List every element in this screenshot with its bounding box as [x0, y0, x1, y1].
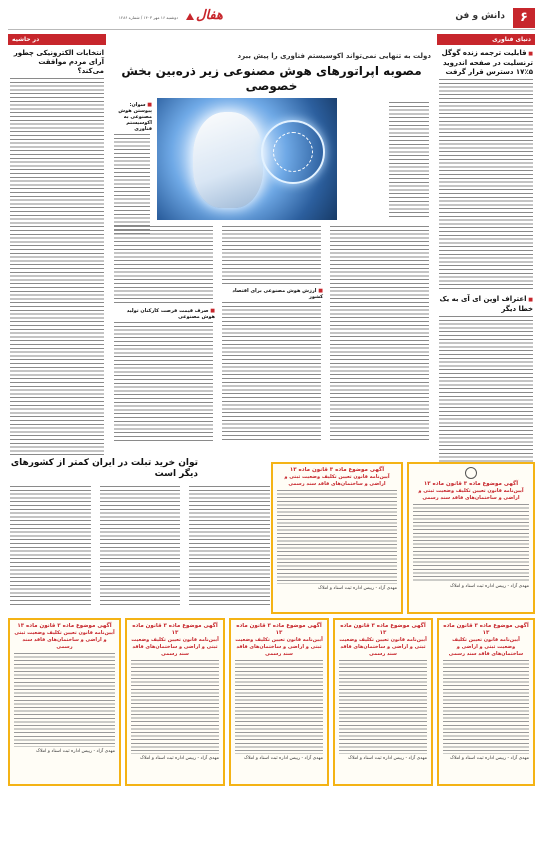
tablet-article-col-3 — [10, 486, 91, 606]
notice-body — [277, 490, 397, 584]
tablet-article-col-2 — [100, 486, 181, 606]
notice-subtitle: آیین‌نامه قانون تعیین تکلیف وضعیت ثبتی و اراضی و ساختمان‌های فاقد سند رسمی — [448, 637, 524, 657]
notice-3 — [437, 618, 535, 786]
notice-footer: مهدی آزاد - رییس اداره ثبت اسناد و املاک — [140, 756, 219, 761]
notice-title: آگهی موضوع ماده ۳ قانون ماده ۱۳ — [289, 467, 385, 473]
robot-face-icon — [193, 112, 263, 208]
right-column — [437, 34, 535, 454]
main-body-col-1-text — [330, 226, 429, 442]
right-column-tag: دنیای فناوری — [437, 34, 535, 45]
notice-subtitle: آیین‌نامه قانون تعیین تکلیف وضعیت ثبتی و اراضی و ساختمان‌های فاقد سند رسمی — [418, 488, 524, 501]
notice-footer: مهدی آزاد - رییس اداره ثبت اسناد و املاک — [348, 756, 427, 761]
main-body-columns — [112, 224, 431, 440]
left-item-body-1 — [10, 78, 104, 458]
notice-title: آگهی موضوع ماده ۳ قانون ماده ۱۳ — [340, 623, 426, 636]
tablet-article-col-1 — [189, 486, 270, 606]
left-item-title-1[interactable]: انتخابات الکترونیکی چطور آرای مردم موافقت می‌کند؟ — [13, 49, 104, 75]
notice-title: آگهی موضوع ماده ۳ قانون ماده ۱۳ — [443, 623, 529, 636]
notice-subtitle: آیین‌نامه قانون تعیین تکلیف وضعیت ثبتی و اراضی و ساختمان‌های فاقد سند رسمی — [235, 637, 323, 657]
main-subhead-1: ■ سوان: پیوستن هوش مصنوعی به اکوسیستم فناوری — [112, 102, 152, 132]
main-headline[interactable]: مصوبه اپراتورهای هوش مصنوعی زیر ذره‌بین بخش خصوصی — [121, 64, 422, 93]
main-subhead-2: ■ ارزش هوش مصنوعی برای اقتصاد کشور — [220, 288, 323, 300]
notice-footer: مهدی آزاد - رییس اداره ثبت اسناد و املاک — [36, 749, 115, 754]
tablet-article — [8, 458, 272, 608]
notice-title: آگهی موضوع ماده ۳ قانون ماده ۱۳ — [132, 623, 218, 636]
notice-title: آگهی موضوع ماده ۳ قانون ماده ۱۳ — [236, 623, 322, 636]
right-item-title-1[interactable]: ■ قابلیت ترجمه زنده گوگل ترنسلیت در صفحه اندروید ۵٪۱۷ دسترس قرار گرفت — [439, 49, 533, 77]
notice-footer: مهدی آزاد - رییس اداره ثبت اسناد و املاک — [318, 586, 397, 591]
page-number: ۶ — [513, 8, 535, 28]
main-body-col-2-text-a — [222, 226, 321, 286]
main-body-col-3-text-b — [114, 322, 213, 442]
hero-side-text-left — [112, 100, 152, 218]
notice-5 — [229, 618, 329, 786]
main-body-col-1 — [328, 224, 431, 440]
notice-body — [235, 660, 323, 754]
notice-footer: مهدی آزاد - رییس اداره ثبت اسناد و املاک — [244, 756, 323, 761]
notice-4 — [333, 618, 433, 786]
section-title: دانش و فن — [455, 11, 505, 21]
main-kicker: دولت به تنهایی نمی‌تواند اکوسیستم فناوری را پیش ببرد — [237, 52, 431, 60]
main-body-col-2 — [220, 224, 323, 440]
notice-body — [443, 660, 529, 754]
notice-2 — [271, 462, 403, 614]
left-column — [8, 34, 106, 454]
notice-subtitle: آیین‌نامه قانون تعیین تکلیف وضعیت ثبتی و اراضی و ساختمان‌های فاقد سند رسمی — [284, 474, 390, 487]
notice-subtitle: آیین‌نامه قانون تعیین تکلیف وضعیت ثبتی و اراضی و ساختمان‌های فاقد سند رسمی — [131, 637, 219, 657]
notice-title: آگهی موضوع ماده ۳ قانون ماده ۱۳ — [17, 623, 112, 629]
tablet-article-headline[interactable]: توان خرید تبلت در ایران کمتر از کشورهای دیگر است — [10, 458, 198, 479]
notice-body — [14, 653, 115, 747]
left-column-tag: در حاشیه — [8, 34, 106, 45]
main-subhead-1-body — [114, 134, 150, 234]
main-body-col-2-text-b — [222, 302, 321, 442]
notice-1 — [407, 462, 535, 614]
notice-footer: مهدی آزاد - رییس اداره ثبت اسناد و املاک — [450, 584, 529, 589]
notice-7 — [8, 618, 121, 786]
notice-title: آگهی موضوع ماده ۳ قانون ماده ۱۳ — [423, 481, 519, 487]
issue-line: دوشنبه ۱۶ مهر ۱۴۰۳ / شماره ۱۲۸۶ — [118, 15, 178, 20]
notice-body — [131, 660, 219, 754]
right-item-body-2 — [439, 316, 533, 466]
main-body-col-3-text-a — [114, 226, 213, 306]
notice-body — [339, 660, 427, 754]
newspaper-logo: هفال — [196, 8, 223, 23]
main-body-col-3 — [112, 224, 215, 440]
main-article — [112, 34, 431, 454]
notice-6 — [125, 618, 225, 786]
tablet-article-body — [8, 484, 272, 608]
right-item-body-1 — [439, 79, 533, 289]
logo-triangle-icon — [186, 13, 194, 20]
main-subhead-3: ■ صرف قیمت فرصت کارکنان تولید هوش مصنوعی — [112, 308, 215, 320]
notice-body — [413, 504, 529, 582]
ai-robot-image — [157, 98, 337, 220]
notice-footer: مهدی آزاد - رییس اداره ثبت اسناد و املاک — [450, 756, 529, 761]
registry-emblem-icon — [465, 467, 477, 479]
holo-inner-ring-icon — [273, 132, 313, 172]
notice-subtitle: آیین‌نامه قانون تعیین تکلیف وضعیت ثبتی و اراضی و ساختمان‌های فاقد سند رسمی — [14, 630, 115, 650]
right-item-title-2[interactable]: ■ اعتراف اوپن ای آی به یک خطا دیگر — [439, 295, 533, 314]
hero-block — [112, 98, 431, 220]
notice-subtitle: آیین‌نامه قانون تعیین تکلیف وضعیت ثبتی و اراضی و ساختمان‌های فاقد سند رسمی — [339, 637, 427, 657]
page-header — [8, 8, 535, 30]
hero-side-text-right — [389, 102, 429, 220]
